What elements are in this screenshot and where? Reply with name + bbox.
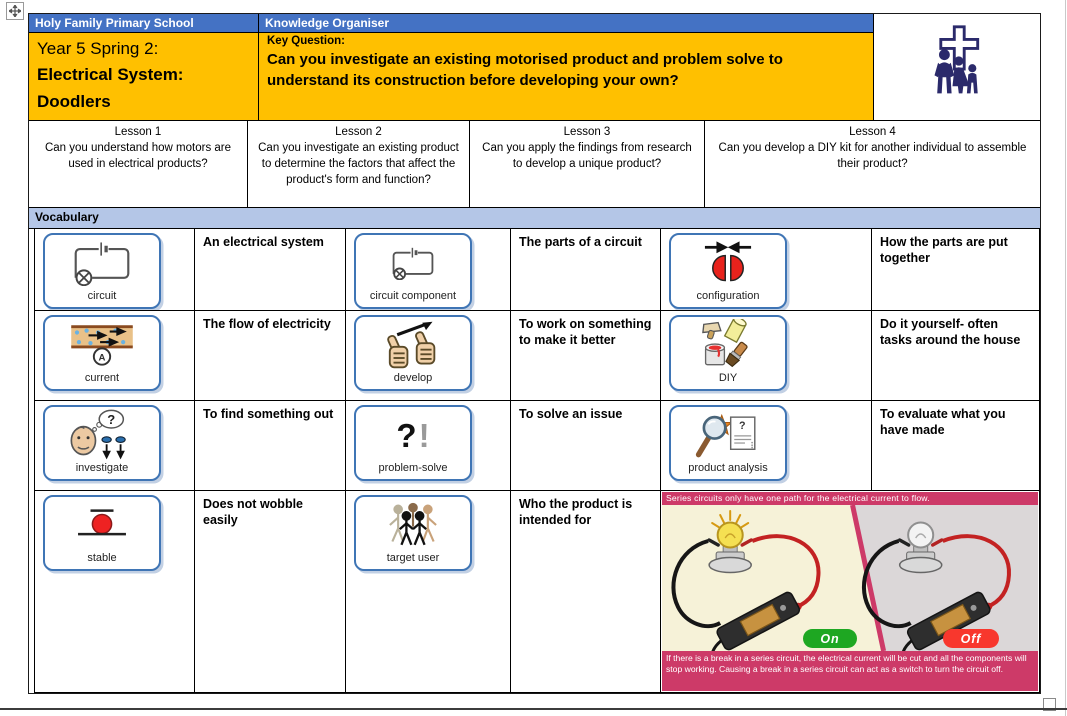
vocab-term-problem-solve: problem-solve: [378, 462, 448, 475]
vocab-term-circuit-component: circuit component: [369, 290, 457, 303]
vocab-term-develop: develop: [393, 372, 433, 385]
vocab-term-investigate: investigate: [75, 462, 129, 475]
vocab-icon-cell-circuit-component: [346, 229, 511, 311]
series-top-caption: Series circuits only have one path for the electrical current to flow.: [666, 493, 930, 503]
balanced-ball-icon: [62, 502, 142, 548]
school-name-cell: Holy Family Primary School: [29, 14, 259, 33]
vocab-card-diy: [669, 315, 787, 391]
series-circuit-image-cell: [661, 491, 1040, 693]
lesson-3-title: Lesson 3: [563, 126, 611, 138]
vocab-def-investigate: To find something out: [195, 401, 346, 491]
current-flow-icon: [62, 320, 142, 370]
vocab-icon-cell-develop: [346, 311, 511, 401]
vocab-def-develop: To work on something to make it better: [511, 311, 661, 401]
lesson-3-question: Can you apply the findings from research to develop a unique product?: [482, 142, 692, 171]
knowledge-organiser-table: [28, 13, 1041, 694]
thinking-face-icon: [62, 409, 142, 461]
vocab-term-configuration: configuration: [696, 290, 760, 303]
vocab-card-stable: [43, 495, 161, 571]
page-edge-right: [1065, 0, 1066, 716]
lesson-3-cell: [470, 121, 705, 208]
vocab-card-target-user: [354, 495, 472, 571]
lesson-2-cell: [248, 121, 470, 208]
off-label: Off: [960, 631, 982, 646]
school-logo-cell: [874, 14, 1040, 121]
svg-text:?: ?: [107, 412, 116, 428]
move-arrows-icon: [9, 5, 21, 17]
vocab-icon-cell-diy: [661, 311, 872, 401]
series-circuit-image: [662, 492, 1038, 691]
vocab-icon-cell-current: [35, 311, 195, 401]
vocab-card-circuit-component: [354, 233, 472, 309]
vocab-term-product-analysis: product analysis: [688, 462, 768, 475]
year-term-line: Year 5 Spring 2:: [37, 39, 159, 58]
key-question-cell: [259, 33, 874, 121]
circuit-component-icon: [383, 246, 443, 280]
vocab-def-diy: Do it yourself- often tasks around the house: [872, 311, 1040, 401]
question-exclamation-icon: ? !: [396, 416, 430, 454]
vocab-def-circuit-component: The parts of a circuit: [511, 229, 661, 311]
unit-subname-line: Doodlers: [37, 91, 111, 111]
vocab-def-circuit: An electrical system: [195, 229, 346, 311]
lesson-2-question: Can you investigate an existing product to determine the factors that affect the product's form and function?: [258, 142, 459, 187]
vocab-term-target-user: target user: [386, 552, 440, 565]
vocab-def-problem-solve: To solve an issue: [511, 401, 661, 491]
key-question-label: Key Question:: [267, 35, 345, 47]
lesson-4-question: Can you develop a DIY kit for another individual to assemble their product?: [718, 142, 1027, 171]
lesson-1-cell: [29, 121, 248, 208]
page-edge-bottom: [0, 708, 1067, 710]
vocab-card-investigate: [43, 405, 161, 481]
vocab-icon-cell-investigate: [35, 401, 195, 491]
lesson-1-title: Lesson 1: [114, 126, 162, 138]
vocab-term-stable: stable: [87, 552, 117, 565]
doc-type-cell: Knowledge Organiser: [259, 14, 874, 33]
vocab-icon-cell-configuration: [661, 229, 872, 311]
lesson-4-cell: [705, 121, 1040, 208]
series-bottom-caption: If there is a break in a series circuit, the electrical current will be cut and all the components will stop working. Causing a break in a series circuit can act as a switch to turn the circuit off.: [666, 653, 1027, 674]
vocab-def-current: The flow of electricity: [195, 311, 346, 401]
unit-title-cell: [29, 33, 259, 121]
vocab-card-circuit: [43, 233, 161, 309]
vocab-def-product-analysis: To evaluate what you have made: [872, 401, 1040, 491]
unit-name-line: Electrical System:: [37, 65, 184, 85]
on-label: On: [820, 631, 840, 646]
vocab-def-stable: Does not wobble easily: [195, 491, 346, 693]
table-move-handle[interactable]: [6, 2, 24, 20]
svg-text:A: A: [98, 352, 106, 364]
cross-and-family-logo-icon: [921, 22, 993, 100]
lesson-4-title: Lesson 4: [849, 126, 896, 138]
thumbs-up-arrow-icon: [378, 319, 448, 371]
vocab-term-circuit: circuit: [87, 290, 117, 303]
lesson-2-title: Lesson 2: [335, 126, 382, 138]
vocab-term-current: current: [84, 372, 120, 385]
svg-text:?: ?: [739, 419, 746, 432]
vocab-icon-cell-product-analysis: [661, 401, 872, 491]
configuration-icon: [697, 239, 759, 287]
vocab-card-develop: [354, 315, 472, 391]
vocab-def-configuration: How the parts are put together: [872, 229, 1040, 311]
off-label-pill: [943, 629, 999, 648]
vocab-card-product-analysis: [669, 405, 787, 481]
header-section: [29, 14, 1040, 121]
circuit-diagram-icon: [56, 240, 148, 286]
vocab-card-problem-solve: [354, 405, 472, 481]
vocab-card-configuration: [669, 233, 787, 309]
key-question-text: Can you investigate an existing motorised product and problem solve to understand its construction before developing your own?: [267, 51, 783, 89]
vocab-term-diy: DIY: [718, 372, 738, 385]
vocab-def-target-user: Who the product is intended for: [511, 491, 661, 693]
vocab-icon-cell-circuit: [35, 229, 195, 311]
vocabulary-table: [29, 229, 1040, 693]
lessons-row: [29, 121, 1040, 208]
magnifier-document-icon: [686, 410, 770, 460]
vocabulary-header: Vocabulary: [29, 208, 1040, 229]
vocab-icon-cell-stable: [35, 491, 195, 693]
lesson-1-question: Can you understand how motors are used in electrical products?: [44, 142, 232, 171]
vocab-icon-cell-target-user: [346, 491, 511, 693]
paint-tools-icon: [695, 319, 761, 371]
on-label-pill: [803, 629, 857, 648]
vocab-icon-cell-problem-solve: [346, 401, 511, 491]
people-group-icon: [380, 500, 446, 550]
vocab-card-current: [43, 315, 161, 391]
